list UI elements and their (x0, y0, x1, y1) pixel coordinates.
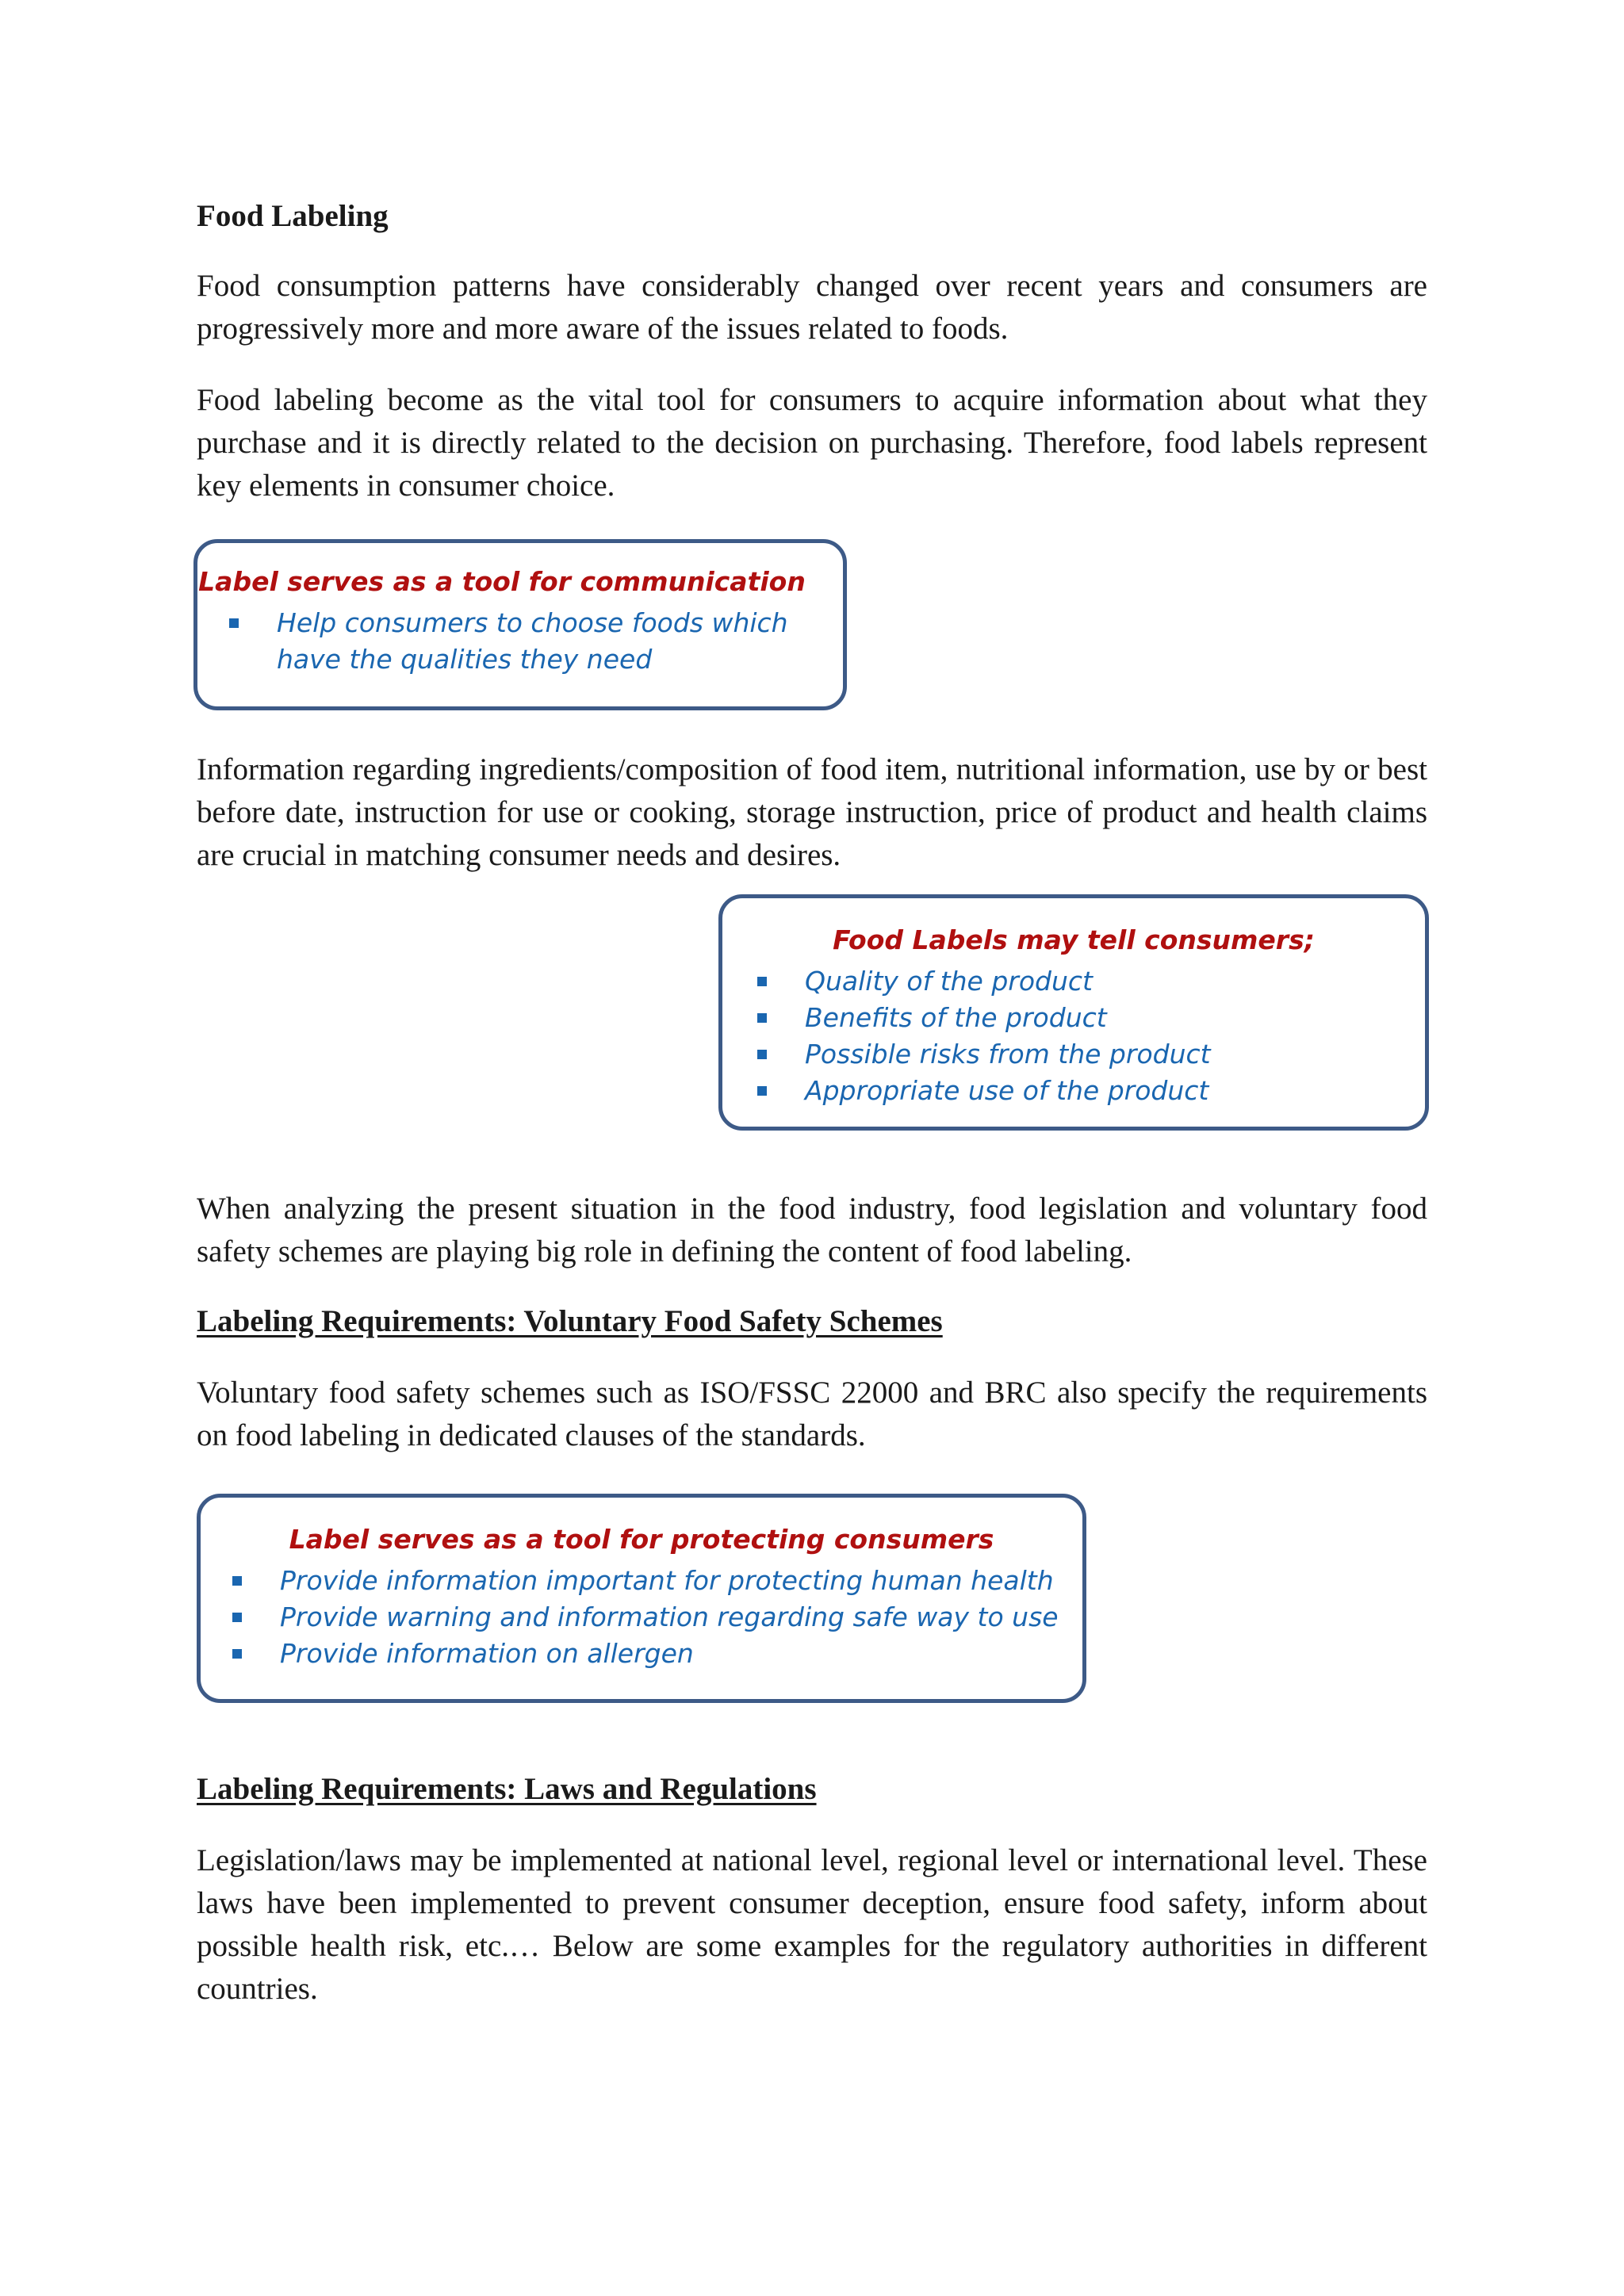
callout-tell-item: Appropriate use of the product (757, 1073, 1408, 1109)
callout-tell-item: Quality of the product (757, 963, 1408, 1000)
paragraph-present-situation: When analyzing the present situation in the food industry, food legislation and voluntary food safety schemes are playing big role in defining the content of food labeling. (197, 1192, 1427, 1269)
heading-voluntary-schemes: Labeling Requirements: Voluntary Food Safety Schemes (197, 1304, 943, 1338)
heading-laws-regulations: Labeling Requirements: Laws and Regulations (197, 1772, 817, 1806)
paragraph-consumption-patterns: Food consumption patterns have considerably changed over recent years and consumers are progressively more and more aware of the issues related to foods. (197, 269, 1427, 346)
square-bullet-icon (757, 1050, 767, 1059)
callout-tell-item: Possible risks from the product (757, 1036, 1408, 1073)
square-bullet-icon (757, 1086, 767, 1096)
callout-communication-item: Help consumers to choose foods which have the qualities they need (229, 605, 832, 678)
square-bullet-icon (232, 1576, 242, 1586)
callout-communication-title: Label serves as a tool for communication (198, 566, 806, 597)
paragraph-information: Information regarding ingredients/composition of food item, nutritional information, use by or best before date, instruction for use or cooking, storage instruction, price of product and health claims are crucial in matching consumer needs and desires. (197, 752, 1427, 872)
callout-communication (193, 539, 847, 710)
callout-protecting-title: Label serves as a tool for protecting consumers (289, 1524, 994, 1555)
square-bullet-icon (232, 1613, 242, 1622)
callout-tell-list (757, 963, 1408, 1109)
page-title: Food Labeling (197, 199, 389, 233)
callout-protecting-item: Provide information on allergen (232, 1636, 1073, 1672)
callout-protecting-item: Provide information important for protecting human health (232, 1563, 1073, 1599)
callout-protecting-item: Provide warning and information regarding safe way to use (232, 1599, 1073, 1636)
callout-communication-list (229, 605, 832, 678)
callout-tell-title: Food Labels may tell consumers; (833, 924, 1315, 955)
paragraph-labeling-tool: Food labeling become as the vital tool for consumers to acquire information about what they purchase and it is directly related to the decision on purchasing. Therefore, food labels represent key elements in consumer choice. (197, 383, 1427, 503)
square-bullet-icon (757, 1013, 767, 1023)
square-bullet-icon (757, 977, 767, 986)
callout-tell-item: Benefits of the product (757, 1000, 1408, 1036)
square-bullet-icon (229, 618, 239, 628)
paragraph-legislation: Legislation/laws may be implemented at national level, regional level or international level. These laws have been implemented to prevent consumer deception, ensure food safety, inform about possible health risk, etc.… Below are some examples for the regulatory authorities in different countries. (197, 1843, 1427, 2006)
callout-food-labels-tell (718, 894, 1429, 1131)
callout-protecting-list (232, 1563, 1073, 1672)
callout-protecting (197, 1494, 1086, 1703)
paragraph-voluntary-schemes: Voluntary food safety schemes such as ISO/FSSC 22000 and BRC also specify the requirements on food labeling in dedicated clauses of the standards. (197, 1376, 1427, 1452)
square-bullet-icon (232, 1649, 242, 1659)
